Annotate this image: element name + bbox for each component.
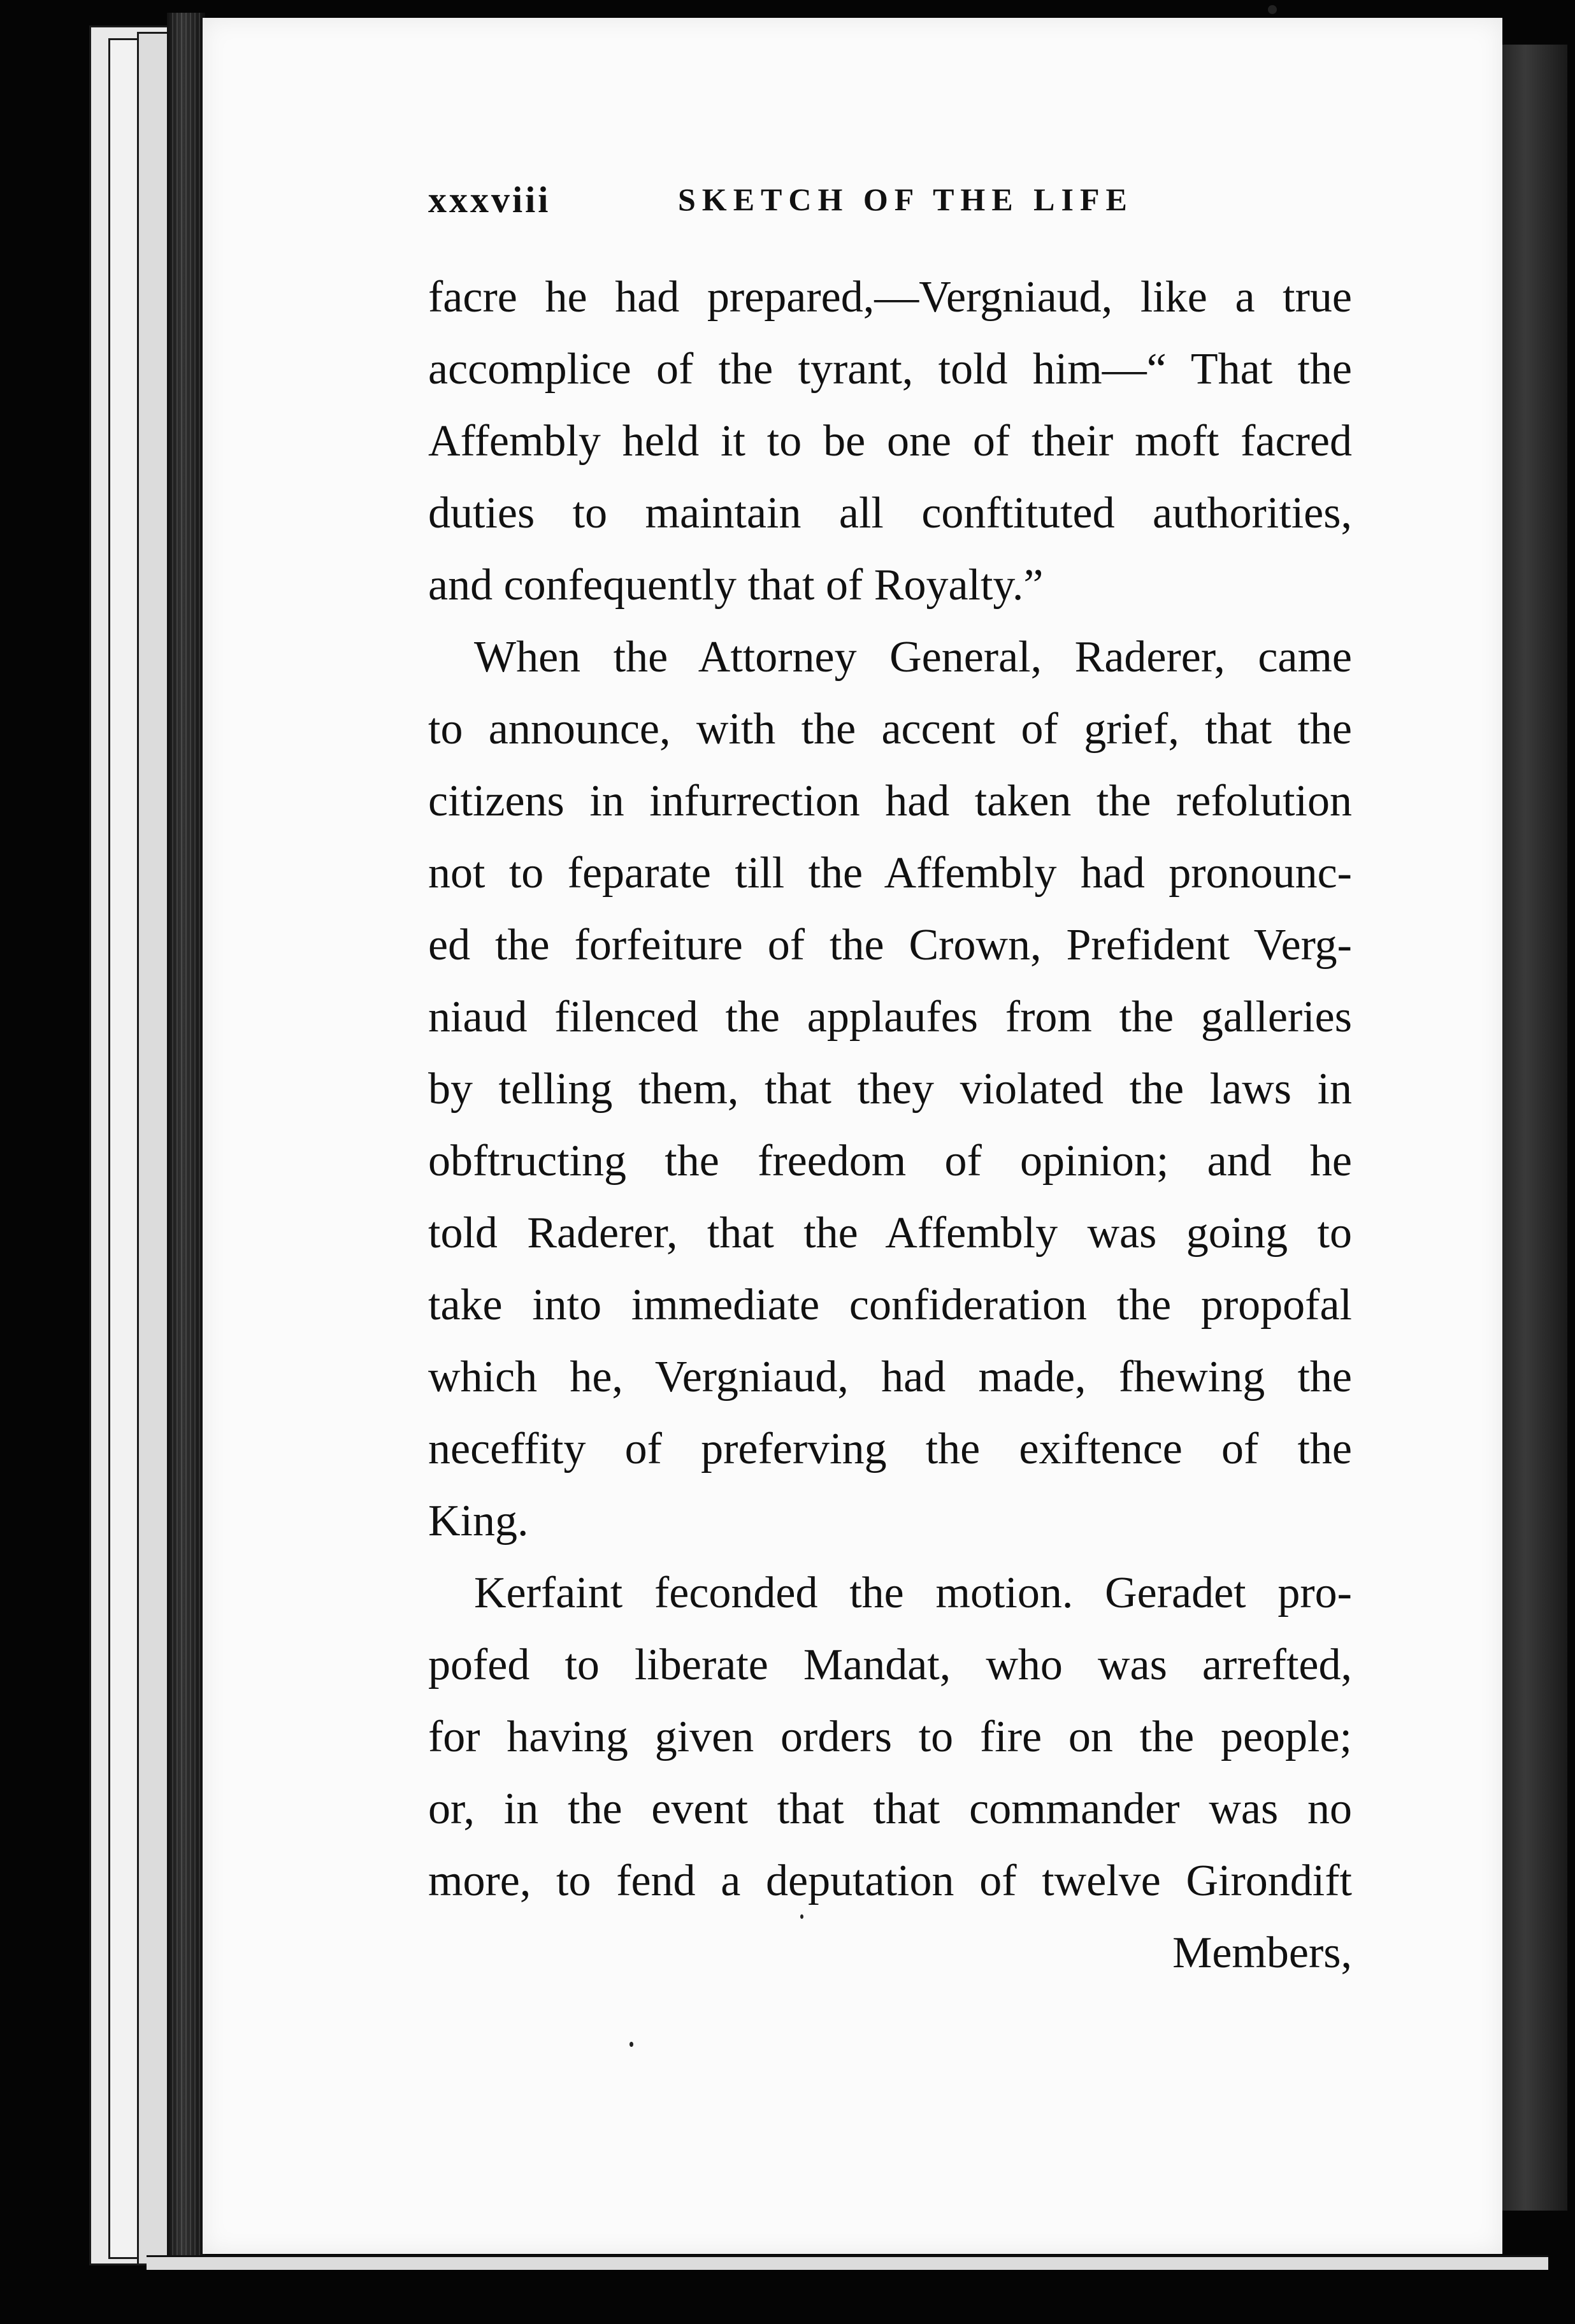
running-title: SKETCH OF THE LIFE xyxy=(678,182,1133,217)
text-line: neceffity of preferving the exiftence of the xyxy=(428,1424,1352,1474)
text-line: to announce, with the accent of grief, that the xyxy=(428,705,1352,754)
text-line: When the Attorney General, Raderer, came xyxy=(474,633,1352,682)
text-line: not to feparate till the Affembly had pronounc- xyxy=(428,849,1352,898)
page-content xyxy=(428,172,1352,1989)
text-line: by telling them, that they violated the laws in xyxy=(428,1065,1352,1114)
text-line: take into immediate confideration the propofal xyxy=(428,1280,1352,1330)
text-line: told Raderer, that the Affembly was going to xyxy=(428,1209,1352,1258)
text-line: niaud filenced the applaufes from the galleries xyxy=(428,993,1352,1042)
scan-speck xyxy=(1268,5,1277,14)
text-line: Affembly held it to be one of their moft facred xyxy=(428,417,1352,466)
text-line: ed the forfeiture of the Crown, Prefident Verg- xyxy=(428,921,1352,970)
text-line: Kerfaint feconded the motion. Geradet pro- xyxy=(474,1568,1352,1617)
text-line: citizens in infurrection had taken the refolution xyxy=(428,777,1352,826)
text-line: more, to fend a deputation of twelve Girondift xyxy=(428,1856,1352,1905)
text-line: and confequently that of Royalty.” xyxy=(428,561,1044,610)
right-margin-shadow xyxy=(1491,45,1567,2211)
text-line: facre he had prepared,—Vergniaud, like a true xyxy=(428,273,1352,322)
catchword: Members, xyxy=(1172,1928,1352,1977)
page-number: xxxviii xyxy=(428,179,551,220)
text-line: accomplice of the tyrant, told him—“ That the xyxy=(428,345,1352,394)
text-line: pofed to liberate Mandat, who was arrefted, xyxy=(428,1640,1352,1689)
text-line: King. xyxy=(428,1496,529,1546)
text-line: or, in the event that that commander was no xyxy=(428,1784,1352,1833)
book-spine-texture xyxy=(172,13,203,2255)
running-head xyxy=(428,172,1352,229)
text-line: which he, Vergniaud, had made, fhewing the xyxy=(428,1352,1352,1402)
text-line: obftructing the freedom of opinion; and he xyxy=(428,1137,1352,1186)
text-line: duties to maintain all conftituted authorities, xyxy=(428,489,1352,538)
scan-speck xyxy=(800,1914,803,1919)
scan-speck xyxy=(629,2042,633,2047)
text-line: for having given orders to fire on the people; xyxy=(428,1712,1352,1761)
body-text xyxy=(428,261,1352,1917)
bottom-page-edge xyxy=(147,2255,1548,2270)
